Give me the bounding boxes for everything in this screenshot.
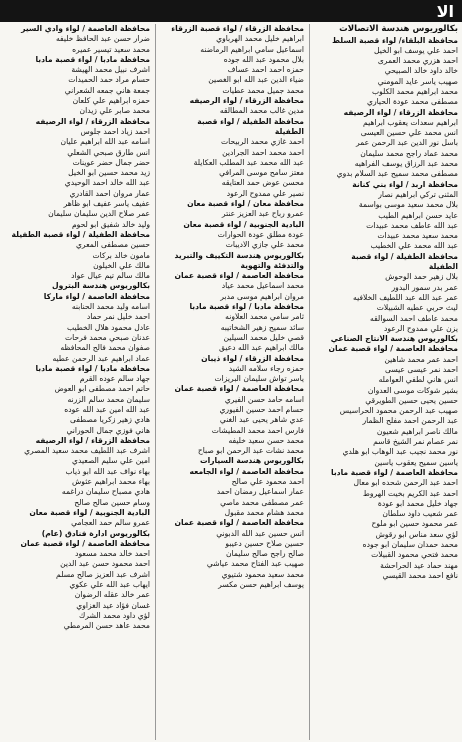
name-line: نافع احمد محمد القيسي [382, 570, 458, 580]
name-line: نصير علي ممدوح الرعود [226, 188, 304, 198]
page-header-title: الا [436, 1, 454, 21]
section-heading: محافظة العاصمة / لواء قصبة عمان [174, 384, 304, 394]
name-line: محمد صابر علي زيدان [79, 106, 150, 116]
section-heading: محافظة الطفيلة / لواء قصبة الطفيلة [11, 229, 150, 239]
name-line: محمد سعيد محمد عبيدات [377, 231, 458, 241]
name-line: حسام احمد حسين الفيوري [219, 404, 304, 414]
name-line: حضر جمال حضر عوينات [72, 157, 150, 167]
name-line: عبد الله محمد عبد المطلب العكايلة [193, 157, 304, 167]
name-line: احمد عبد الكريم بخيت الهروط [362, 488, 458, 498]
section-heading: والتدفئة والتهوية [240, 260, 304, 270]
name-line: معتز سامح موسى المرافي [219, 168, 304, 178]
name-line: عدي شاهر يحيى عبد الغني [219, 415, 304, 425]
section-heading: محافظة العاصمة / لواء وادي السير [21, 24, 150, 33]
name-line: احمد خليل نمر حماد [86, 312, 150, 322]
name-line: بشير شوكات موسى العدوان [367, 385, 458, 395]
name-line: بلال محمود عبد الله جوده [223, 54, 304, 64]
name-line: محمد حسن سعيد خليفه [228, 435, 304, 445]
name-line: جهاد خليل محمد ابو عودة [377, 498, 458, 508]
name-line: مروان ابراهيم موسى مدبر [220, 291, 304, 301]
name-line: عمر مصطفى محمد ماصي [220, 497, 304, 507]
section-heading: محافظة الزرقاء / لواء الرصيفه [35, 116, 150, 126]
name-line: خالد داود خالد الصبيحي [384, 66, 458, 76]
section-heading: بكالوريوس هندسة الانتاج الصناعي [330, 334, 458, 344]
name-line: اسامه وليد محمد الحنابنه [71, 302, 150, 312]
name-line: زيد محمد حسين ابو الخيل [68, 168, 150, 178]
name-line: مصطفى محمد سميح عبد السلام بدوي [336, 169, 458, 179]
name-line: عبد الله خالد احمد الوحيدي [64, 178, 150, 188]
section-heading: محافظة البلقاء/ لواء قصبة السلط [332, 35, 458, 45]
name-line: حسين مصطفى المعري [75, 240, 150, 250]
name-line: صهيب عبد الرحمن محمود الحراسيس [339, 406, 458, 416]
name-line: محسن عوض حمد العتايقه [221, 178, 304, 188]
name-line: احمد هزري محمد العمرى [377, 56, 458, 66]
name-line: غسان فؤاد عيد الغزاوي [76, 600, 150, 610]
name-line: عمر شعيب داود سلطان [382, 509, 458, 519]
section-heading: الطفيلة [274, 126, 304, 136]
name-line: وسام حسين صالح صالح [74, 497, 150, 507]
section-heading: محافظة مادبا / لواء قصبة مادبا [35, 54, 150, 64]
name-line: مالك ناصر ابراهيم شعيون [376, 426, 458, 436]
name-line: ابراهيم خليل محمد الهرباوي [216, 34, 304, 44]
name-line: عبد الله امين عبد الله عوده [64, 404, 150, 414]
name-line: مالك سالم تيم عيال عواد [71, 271, 150, 281]
name-line: محمد حمدان سليمان ابو جوده [362, 540, 458, 550]
name-line: محمد نشات عبد الرحمن ابو صباح [197, 446, 304, 456]
name-line: صهيب عبد الفتاح محمد عياشي [206, 559, 304, 569]
name-line: باسل نور الدين عبد الرحمن عمر [355, 138, 458, 148]
name-line: عبد الرحمن احمد مفلح الظمار [362, 416, 458, 426]
name-line: بهاء محمد ابراهيم عثوش [72, 477, 150, 487]
section-heading: بكالوريوس هندسة السيارات [199, 456, 304, 466]
section-heading: محافظة العاصمة / لواء قصبة مادبا [330, 467, 458, 477]
section-heading: محافظة الزرقاء / لواء ذيبان [201, 353, 304, 363]
name-line: عايد حسن ابراهيم الطيب [378, 210, 458, 220]
section-heading: محافظة العاصمة / لواء قصبة عمان [328, 344, 458, 354]
name-line: محمد جميل محمد عطيات [222, 85, 304, 95]
column-right [309, 24, 460, 740]
name-line: محمد سعيد محمود شتيوي [221, 569, 304, 579]
name-line: عودة مطلق عودة الحوارات [217, 229, 304, 239]
section-heading: محافظة العاصمة / لواء قصبة عمان [174, 518, 304, 528]
name-line: محمد اسماعيل محمد عياد [221, 281, 304, 291]
name-line: احمد عبد الرحمن شحده ابو معال [353, 478, 458, 488]
name-line: حمزه رجاء سلامه الشيد [228, 363, 304, 373]
name-line: بلال زهير حمد الوحوش [385, 272, 458, 282]
section-heading: محافظة العاصمة / لواء قصبة عمان [20, 538, 150, 548]
name-line: محمد عاطف احمد السوالقه [370, 313, 458, 323]
name-line: عمر خالد عقله الرضوان [74, 590, 150, 600]
section-heading: محافظة الزرقاء / لواء الرصيفه [189, 96, 304, 106]
name-line: عمار مروان احمد القادري [69, 188, 150, 198]
name-line: اسماعيل سامي ابراهيم الرماضنه [200, 44, 304, 54]
page-header-bar [0, 0, 462, 22]
name-line: احمد محمد احمد الجرادين [222, 147, 304, 157]
name-line: ثامر سامي محمد العلاونه [225, 312, 304, 322]
name-line: مالك علي الخيلون [93, 260, 150, 270]
name-line: عبد الله عاطف محمد عبيدات [366, 220, 458, 230]
name-line: محمد هشام محمد مقبول [224, 507, 304, 517]
name-line: يزن علي ممدوح الرعود [384, 323, 458, 333]
name-line: المثنى تركي ابراهيم نصار [378, 189, 458, 199]
name-line: ابراهيم سعدات يعقوب ابراهيم [363, 117, 458, 127]
name-line: حسام مراد حمد الحميدات [68, 75, 150, 85]
name-line: حسين صلاح حسين دعيبو [225, 538, 304, 548]
section-heading: محافظة مادبا / لواء قصبة مادبا [189, 302, 304, 312]
name-line: اسامه حامد حسن الفيري [224, 394, 304, 404]
name-line: عمار اسماعيل رمضان احمد [216, 487, 304, 497]
name-line: بلال محمد سعيد موسى بواسمة [358, 200, 458, 210]
section-heading: بكالوريوس هندسة البترول [52, 281, 150, 291]
section-heading: محافظة العاصمة / لواء قصبة عمان [174, 271, 304, 281]
name-line: عمر محمود حسين ابو ملوح [371, 519, 458, 529]
name-line: صفوان محمد فالح المحافظه [60, 343, 150, 353]
section-heading: محافظة الطفيلة / لواء قصبة [197, 116, 304, 126]
name-line: ياسر تواش سليمان البريزات [214, 374, 304, 384]
name-line: صالح راجح صالح سليمان [225, 549, 304, 559]
columns-container [2, 24, 460, 740]
name-line: مامون خالد بركات [92, 250, 150, 260]
name-line: احمد زياد احمد جلوس [80, 126, 150, 136]
name-line: ليث حربي عطيه الشبيلات [376, 303, 458, 313]
name-line: انس هاني لطفي العوامله [378, 375, 458, 385]
name-line: احمد محمود حسن عبد الدين [60, 559, 150, 569]
name-line: ياسين سميح يعقوب ياسين [374, 457, 458, 467]
name-line: مدين غالب محمد المطالقه [219, 106, 304, 116]
name-line: لؤي داود محمد الشرك [79, 610, 150, 620]
name-line: عادل محمود هلال الخطيب [66, 322, 150, 332]
name-line: ضياء الدين عبد الله ابو الغصين [208, 75, 304, 85]
name-line: مهند حماد عيد الحراحشة [380, 560, 458, 570]
name-line: اشرف نبيل محمد الهيشة [71, 65, 150, 75]
name-line: انس حسين عبد الله الدبوني [216, 528, 304, 538]
name-line: نمر عصام نمر الشيخ قاسم [373, 437, 458, 447]
name-line: عمر صلاح الدين سليمان سليمان [48, 209, 150, 219]
name-line: محمد سعيد تيسير عميره [72, 44, 150, 54]
section-heading: بكالوريوس هندسة الاتصالات [339, 24, 458, 34]
name-line: اسامه عبد الله ابراهيم عليان [60, 137, 150, 147]
name-line: عفيف ياسر عفيف ابو ظاهر [63, 199, 150, 209]
name-line: احمد خالد محمد مسعود [75, 549, 150, 559]
name-line: احمد عمر محمد شاهين [384, 354, 458, 364]
column-left [2, 24, 152, 740]
section-heading: محافظة الزرقاء / لواء قصبة الزرقاء [171, 24, 304, 33]
name-line: عمرو رباح عبد العزيز عنتر [221, 209, 304, 219]
name-line: عبد الله محمد علي الخطيب [370, 241, 458, 251]
section-heading: محافظة الزرقاء / لواء الرصيفه [35, 435, 150, 445]
name-line: اشرف عبد اللطيف محمد سعيد المصري [24, 446, 150, 456]
section-heading: محافظة العاصمة / لواء الجامعه [189, 466, 304, 476]
name-line: حاتم احمد مصطفى ابو العوض [54, 384, 150, 394]
name-line: صهيب ياسر عايد المومني [377, 76, 458, 86]
section-heading: محافظة الزرقاء / لواء الرصيفه [343, 107, 458, 117]
name-line: عمر بدر سمور البدور [391, 282, 458, 292]
name-line: حمزه احمد احمد عساف [227, 65, 304, 75]
section-heading: محافظة معان / لواء قصبة معان [187, 199, 304, 209]
name-line: هاني فوزي جمال الحوراني [66, 425, 150, 435]
name-line: وليد خالد شفيق ابو لحوم [71, 219, 150, 229]
name-line: عماد ابراهيم عبد الرحمن عطيه [52, 353, 150, 363]
column-middle [155, 24, 306, 740]
name-line: فارس احمد محمد المطيشات [211, 425, 304, 435]
name-line: محمد علي جازي الاديبات [225, 240, 304, 250]
name-line: محمد ابراهيم محمد الكلوب [371, 86, 458, 96]
name-line: جمعة هاني جمعه الشعراني [64, 85, 150, 95]
name-line: حمزه ابراهيم علي كلعان [72, 96, 150, 106]
section-heading: بكالوريوس ادارة فنادق (عام) [41, 528, 150, 538]
name-line: سليمان محمد سالم الزرنه [67, 394, 150, 404]
name-line: احمد علي يوسف ابو الخيل [374, 45, 458, 55]
name-line: نور محمد نجيب عبد الوهاب ابو هلدي [342, 447, 458, 457]
name-line: احمد نمر عيسى عيسى [385, 365, 458, 374]
name-line: هادي زهير زكريا مصطفى [70, 415, 150, 425]
name-line: يوسف ابراهيم حسن مكسر [218, 580, 304, 590]
name-line: لؤي سعد مناس ابو رقوش [375, 529, 458, 539]
name-line: جهاد سالم عوده القرم [79, 374, 150, 384]
name-line: محمد عاهد حسن المرمطي [63, 621, 150, 631]
section-heading: الطفيلة [428, 262, 458, 272]
name-line: اشرف عبد العزيز صالح مسلم [56, 569, 150, 579]
section-heading: بكالوريوس هندسة التكييف والتبريد [174, 250, 304, 260]
section-heading: محافظة اربد / لواء بني كنانة [352, 179, 458, 189]
name-line: قصي خليل محمد السيلين [223, 332, 304, 342]
name-line: انس محمد علي حسين العيسى [360, 128, 458, 138]
name-line: عدنان صبحي محمد فرحات [64, 332, 150, 342]
name-line: محمد عبد الرزاق يوسف الفراهيه [354, 159, 458, 169]
name-line: سائد سميح زهير الشخاتيبه [220, 322, 304, 332]
name-line: ضرار حسن عبد الحافظ خليفه [55, 34, 150, 44]
name-line: هادي مصباح سليمان دراغمه [61, 487, 150, 497]
section-heading: محافظة الطفيلة / لواء قصبة [351, 251, 458, 261]
name-line: بهاء نواف عبد الله ابو ذياب [65, 466, 150, 476]
name-line: محمد عماد راجح محمد سليمان [360, 148, 458, 158]
name-line: محمد فتحي محمود القبيلات [371, 550, 458, 560]
name-line: ايهاب عبد الله علي عكوي [69, 580, 150, 590]
section-heading: محافظة العاصمة / لواء ماركا [43, 291, 150, 301]
name-line: احمد غازي محمد الربيحات [220, 137, 304, 147]
name-line: عمر عبد الله عبد اللطيف الخلافيه [353, 292, 458, 302]
name-line: عمرو سالم حمد العجامي [71, 518, 150, 528]
name-line: امين علي سليم الصعيدي [72, 456, 150, 466]
name-line: انس طارق صبحي الشعلي [67, 147, 150, 157]
section-heading: البادية الجنوبية / لواء قصبة معان [29, 507, 150, 517]
name-line: احمد محمود علي صالح [231, 477, 304, 487]
name-line: مصطفى محمد عودة الحياري [367, 97, 458, 107]
name-line: حسين يحيى حسين الطويرقي [365, 395, 458, 405]
section-heading: البادية الجنوبية / لواء قصبة معان [183, 219, 304, 229]
section-heading: محافظة مادبا / لواء قصبة مادبا [35, 363, 150, 373]
name-line: مالك ابراهيم عبد الله دعيق [219, 343, 304, 353]
